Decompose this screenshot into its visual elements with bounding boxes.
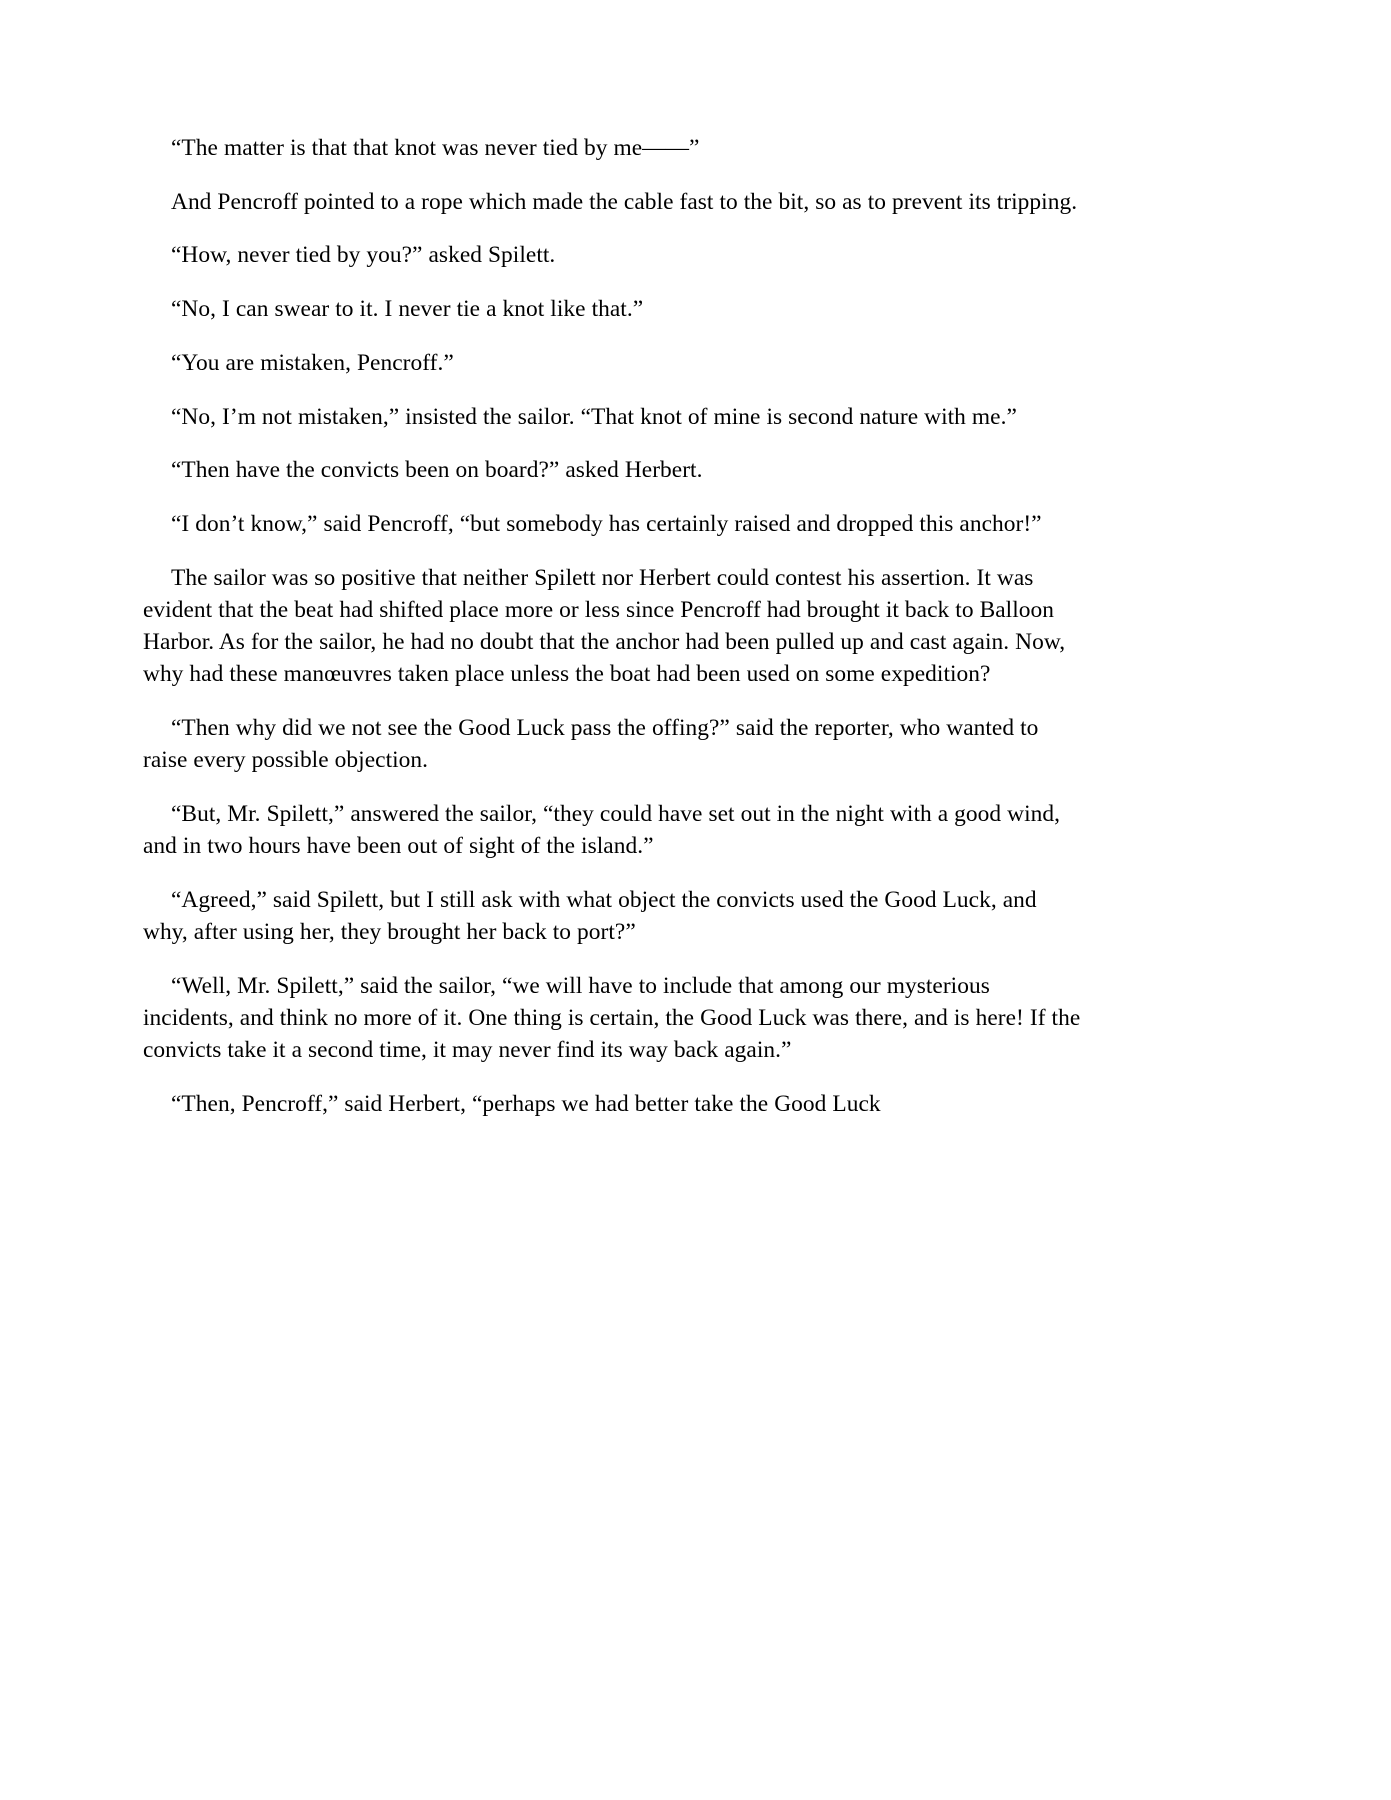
paragraph: And Pencroff pointed to a rope which made the cable fast to the bit, so as to prevent its tripping. [171, 188, 1078, 215]
paragraph: The sailor was so positive that neither Spilett nor Herbert could contest his assertion. It was evident that the beat had shifted place more or less since Pencroff had brought it back to Balloon Harbor. As for the sailor, he had no doubt that the anchor had been pulled up and cast again. Now, why had these manœuvres taken place unless the boat had been used on some expedition? [143, 564, 1066, 688]
paragraph: “No, I’m not mistaken,” insisted the sailor. “That knot of mine is second nature with me.” [171, 403, 1017, 430]
paragraph: “Then, Pencroff,” said Herbert, “perhaps we had better take the Good Luck [171, 1090, 881, 1117]
paragraph: “How, never tied by you?” asked Spilett. [171, 242, 556, 269]
paragraph: “Agreed,” said Spilett, but I still ask with what object the convicts used the Good Luck, and why, after using her, they brought her back to port?” [143, 886, 1037, 945]
paragraph: “Then why did we not see the Good Luck pass the offing?” said the reporter, who wanted to raise every possible objection. [143, 714, 1039, 774]
paragraph: “No, I can swear to it. I never tie a knot like that.” [171, 296, 644, 323]
paragraph: “The matter is that that knot was never tied by me——” [171, 135, 700, 161]
paragraph: “Then have the convicts been on board?” asked Herbert. [171, 457, 703, 484]
paragraph: “Well, Mr. Spilett,” said the sailor, “we will have to include that among our mysterious incidents, and think no more of it. One thing is certain, the Good Luck was there, and is here! If the convicts take it a second time, it may never find its way back again.” [143, 972, 1081, 1064]
paragraph: “I don’t know,” said Pencroff, “but somebody has certainly raised and dropped this anchor!” [171, 510, 1042, 537]
text-column [143, 132, 1083, 1120]
paragraph: “But, Mr. Spilett,” answered the sailor, “they could have set out in the night with a good wind, and in two hours have been out of sight of the island.” [143, 800, 1061, 860]
paragraph: “You are mistaken, Pencroff.” [171, 349, 454, 376]
